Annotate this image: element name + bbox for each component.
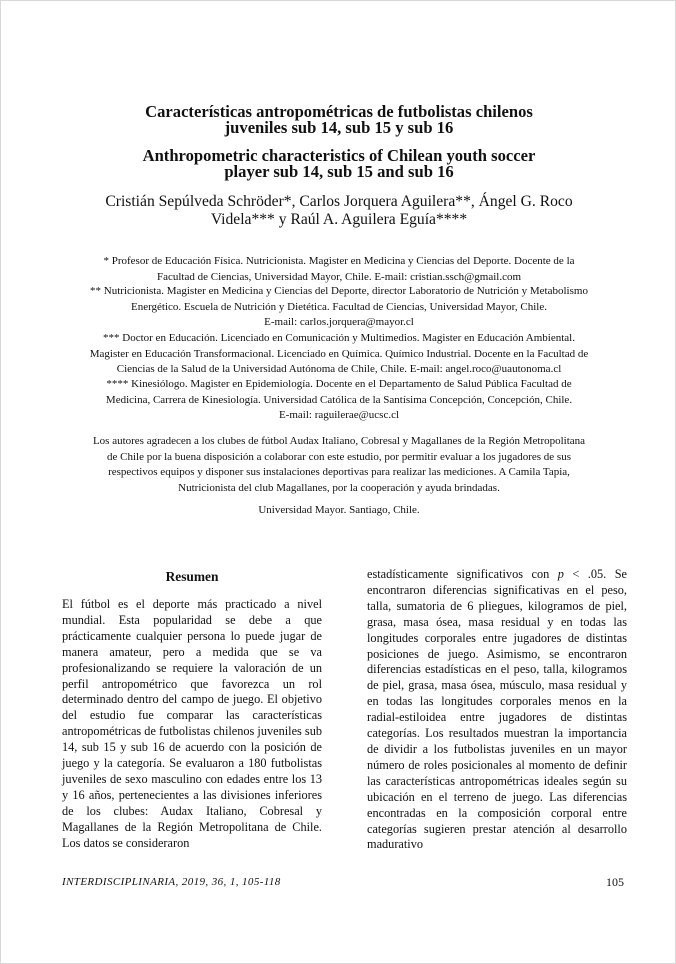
p-value-symbol: p bbox=[557, 567, 564, 581]
authors-line-2: Videla*** y Raúl A. Aguilera Eguía**** bbox=[210, 211, 468, 228]
affiliation-line: ** Nutricionista. Magister en Medicina y Ciencias del Deporte, director Laboratorio de Nutrición y Metabolismo bbox=[90, 285, 588, 297]
affiliation-2 bbox=[59, 284, 619, 331]
affiliation-line: Medicina, Carrera de Kinesiología. Universidad Católica de la Santísima Concepción, Concepción, Chile. bbox=[105, 393, 573, 406]
title-spanish-line-1: Características antropométricas de futbolistas chilenos bbox=[145, 102, 533, 121]
abstract-column-right bbox=[367, 567, 627, 853]
acknowledgement-line: Nutricionista del club Magallanes, por la cooperación y ayuda brindadas. bbox=[178, 482, 500, 495]
authors-line-1: Cristián Sepúlveda Schröder*, Carlos Jorquera Aguilera**, Ángel G. Roco bbox=[105, 193, 573, 210]
institution: Universidad Mayor. Santiago, Chile. bbox=[258, 504, 420, 516]
affiliation-line: E-mail: carlos.jorquera@mayor.cl bbox=[264, 316, 414, 329]
affiliation-4 bbox=[59, 377, 619, 424]
acknowledgement-line: Los autores agradecen a los clubes de fútbol Audax Italiano, Cobresal y Magallanes de la Región Metropolitana bbox=[92, 435, 586, 447]
acknowledgements bbox=[73, 434, 605, 497]
affiliation-line: *** Doctor en Educación. Licenciado en Comunicación y Multimedios. Magister en Educación Ambiental. bbox=[103, 332, 575, 344]
title-spanish bbox=[61, 104, 617, 136]
abstract-heading: Resumen bbox=[165, 569, 219, 584]
affiliation-line: * Profesor de Educación Física. Nutricionista. Magister en Medicina y Ciencias del Deporte. Docente de la bbox=[103, 255, 575, 267]
acknowledgement-line: respectivos equipos y disponer sus instalaciones deportivas para realizar las mediciones. A Camila Tapia, bbox=[108, 466, 570, 479]
affiliation-line: **** Kinesiólogo. Magister en Epidemiología. Docente en el Departamento de Salud Pública Facultad de bbox=[106, 378, 572, 390]
acknowledgement-line: de Chile por la buena disposición a colaborar con este estudio, por permitir evaluar a los jugadores de sus bbox=[106, 450, 571, 463]
abstract-text-right-post: < .05. Se encontraron diferencias significativas en el peso, talla, sumatoria de 6 pliegues, kilogramos de piel, grasa, masa ósea, masa residual y en todas las longitudes corporales entre jugadores de distintas posiciones de juego. Asimismo, se encontraron diferencias estadísticas en el peso, talla, kilogramos de piel, grasa, masa ósea, músculo, masa residual y en todas las longitudes corporales menos en la radial-estiloidea entre jugadores de distintas categorías. Los resultados muestran la importancia de dividir a los futbolistas juveniles en un mayor número de roles posicionales al momento de definir las características antropométricas ideales según su ubicación en el terreno de juego. Las diferencias encontradas en la composición corporal entre categorías sugieren prestar atención al desarrollo madurativo bbox=[367, 567, 627, 852]
abstract-text-left: El fútbol es el deporte más practicado a nivel mundial. Esta popularidad se debe a que prácticamente cualquier persona lo puede jugar de manera amateur, pero a medida que se va profesionalizando se requiere la valoración de un perfil antropométrico que favorezca un rol determinado dentro del campo de juego. El objetivo del estudio fue comparar las características antropométricas de futbolistas chilenos juveniles sub 14, sub 15 y sub 16 de acuerdo con la posición de juego y la categoría. Se evaluaron a 180 futbolistas juveniles de sexo masculino con edades entre los 13 y 16 años, pertenecientes a las divisiones inferiores de los clubes: Audax Italiano, Cobresal y Magallanes de la Región Metropolitana de Chile. Los datos se consideraron bbox=[62, 597, 322, 850]
journal-citation: INTERDISCIPLINARIA, 2019, 36, 1, 105-118 bbox=[62, 876, 281, 888]
abstract-column-left bbox=[62, 569, 322, 852]
affiliation-line: E-mail: raguilerae@ucsc.cl bbox=[278, 409, 400, 422]
affiliation-3 bbox=[59, 331, 619, 378]
title-english-line-1: Anthropometric characteristics of Chilean youth soccer bbox=[142, 146, 536, 165]
affiliation-line: Energético. Escuela de Nutrición y Dietética. Facultad de Ciencias, Universidad Mayor, Chile. bbox=[130, 300, 547, 313]
affiliation-line: Ciencias de la Salud de la Universidad Autónoma de Chile, Chile. E-mail: angel.roco@uautonoma.cl bbox=[116, 363, 562, 376]
title-english bbox=[61, 148, 617, 180]
affiliation-1 bbox=[59, 254, 619, 285]
abstract-text-right bbox=[367, 567, 627, 853]
affiliation-line: Facultad de Ciencias, Universidad Mayor, Chile. E-mail: cristian.ssch@gmail.com bbox=[156, 270, 522, 283]
author-list bbox=[71, 193, 607, 229]
abstract-text-right-pre: estadísticamente significativos con bbox=[367, 567, 558, 581]
title-spanish-line-2: juveniles sub 14, sub 15 y sub 16 bbox=[224, 118, 454, 137]
page-number: 105 bbox=[606, 875, 624, 889]
affiliation-line: Magister en Educación Transformacional. Licenciado en Química. Químico Industrial. Docente en la Facultad de bbox=[89, 347, 589, 360]
title-english-line-2: player sub 14, sub 15 and sub 16 bbox=[224, 162, 454, 181]
